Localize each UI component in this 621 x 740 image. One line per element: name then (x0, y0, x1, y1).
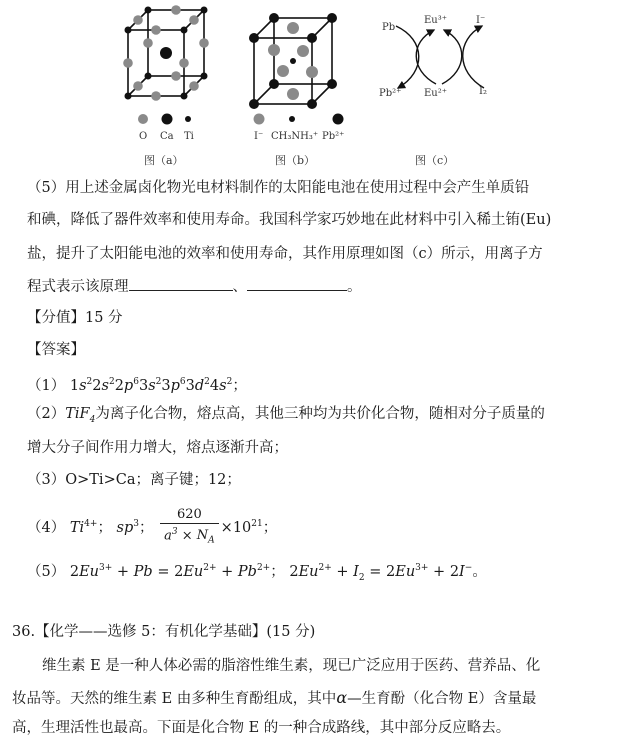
answer-3: （3）O>Ti>Ca；离子键；12； (27, 472, 241, 488)
answer-blank-1[interactable] (129, 276, 233, 291)
answer-2-text: 为离子化合物，熔点高，其他三种均为共价化合物，随相对分子质量的 (95, 406, 545, 422)
question36-title: 36.【化学——选修 5：有机化学基础】(15 分) (12, 624, 316, 640)
answer-1-prefix: （1） (27, 377, 66, 394)
figure-b-legend-methylammonium: CH₃NH₃⁺ (271, 131, 319, 142)
alpha-symbol: α (336, 688, 348, 707)
answer-2-line1 (27, 404, 545, 430)
figure-b-caption: 图（b） (275, 154, 316, 167)
figure-b-legend-iodide: I⁻ (254, 131, 264, 142)
answer-4 (27, 502, 277, 546)
question36-line1: 维生素 E 是一种人体必需的脂溶性维生素，现已广泛应用于医药、营养品、化 (42, 658, 541, 674)
answer-2-prefix: （2） (27, 406, 66, 422)
figure-c-label-iodide: I⁻ (476, 15, 486, 26)
question5-separator: 、 (232, 279, 247, 295)
figure-c-label-pb2: Pb²⁺ (379, 88, 402, 99)
question5-line3: 盐，提升了太阳能电池的效率和使用寿命，其作用原理如图（c）所示，用离子方 (27, 246, 543, 262)
answer-1 (27, 372, 247, 396)
answer-4-formula: $Ti^{4+}$； $sp^3$； $\frac{620}{a^3 \times N_A}$ $\times 10^{21}$； (69, 506, 278, 546)
question5-line1: （5）用上述金属卤化物光电材料制作的太阳能电池在使用过程中会产生单质铅 (27, 180, 530, 196)
question5-line4-text: 程式表示该原理 (27, 279, 129, 295)
answer-blank-2[interactable] (247, 276, 347, 291)
answer-1-formula: $1s^22s^22p^63s^23p^63d^24s^2$； (69, 377, 247, 394)
answer-2-formula: TiF$_4$ (65, 406, 96, 425)
answer-4-numerator: 620 (160, 506, 219, 524)
answer-5 (27, 558, 487, 588)
figure-a-legend-ca: Ca (160, 131, 174, 142)
question36-line2-text: 妆品等。天然的维生素 E 由多种生育酚组成，其中 (12, 691, 337, 707)
question5-end: 。 (347, 279, 362, 295)
question36-line2 (12, 688, 536, 709)
question5-line2: 和碘，降低了器件效率和使用寿命。我国科学家巧妙地在此材料中引入稀土铕(Eu) (27, 212, 552, 228)
figure-c-label-iodine: I₂ (479, 86, 487, 97)
figure-a-legend-ti: Ti (184, 131, 194, 142)
figure-b-legend-markers (252, 112, 348, 126)
figure-b-crystal (244, 6, 340, 110)
question36-line3: 高，生理活性也最高。下面是化合物 E 的一种合成路线，其中部分反应略去。 (12, 720, 511, 736)
answer-heading: 【答案】 (27, 342, 85, 358)
figure-a-legend-o: O (139, 131, 148, 142)
figure-c-label-pb: Pb (382, 22, 396, 33)
figure-c-label-eu2: Eu²⁺ (424, 88, 448, 99)
figure-c-label-eu3: Eu³⁺ (424, 15, 448, 26)
figure-a-crystal (118, 2, 210, 102)
figure-c-caption: 图（c） (415, 154, 455, 167)
answer-5-equations: $2Eu^{3+} + Pb = 2Eu^{2+} + Pb^{2+}$； $2Eu^{2+} + I_2 = 2Eu^{3+} + 2I^-$。 (69, 563, 487, 583)
answer-2-line2: 增大分子间作用力增大，熔点逐渐升高； (27, 440, 288, 456)
question5-line4 (27, 276, 362, 297)
figure-a-caption: 图（a） (144, 154, 184, 167)
answer-4-prefix: （4） (27, 519, 66, 536)
question36-line2-rest: —生育酚（化合物 E）含量最 (347, 691, 537, 707)
figure-a-legend-markers (136, 112, 196, 126)
score-label: 【分值】15 分 (27, 310, 123, 326)
answer-5-prefix: （5） (27, 563, 66, 580)
figure-b-legend-lead-ion: Pb²⁺ (322, 131, 345, 142)
